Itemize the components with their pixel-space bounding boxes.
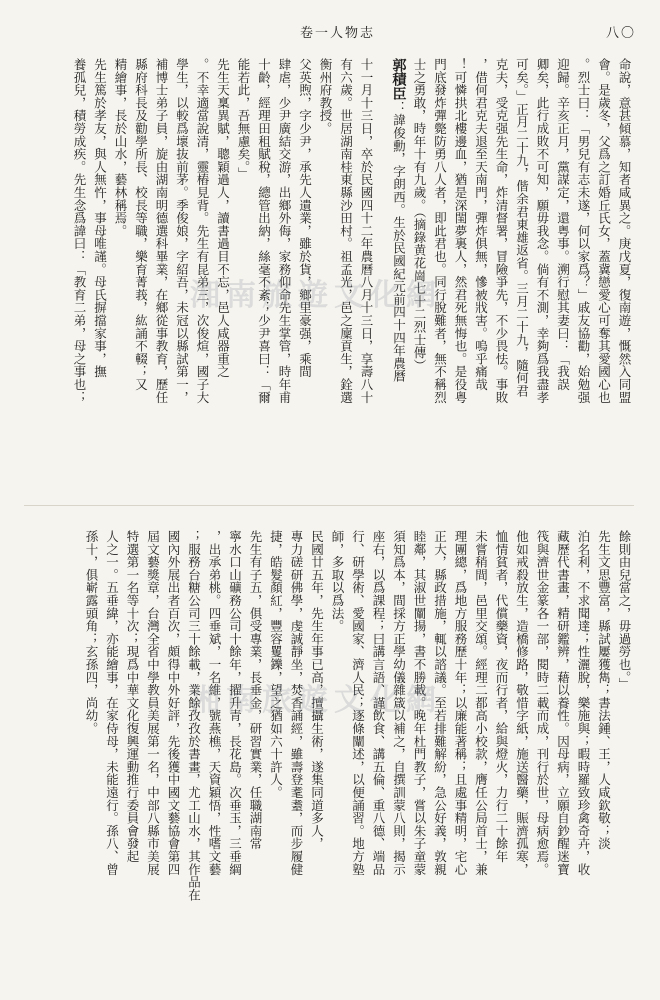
watermark: 湘南旅遊文化網: [190, 683, 442, 718]
text-column: 先生文思豐富，縣試屢獲雋；書法鍾、王，人咸欽敬；淡: [596, 530, 612, 850]
text-column: 筏與濟世金篆各一部，閱時二載而成，刊行於世，母病愈焉。: [535, 530, 550, 876]
text-column: 十一月十三日，卒於民國四十二年農曆八月十三日，享壽八十: [359, 58, 374, 404]
lower-text-block: [24, 530, 634, 978]
text-column: 命說，意甚傾慕，知者咸異之。庚戊夏，復南遊，慨然入同盟: [617, 58, 632, 404]
text-column: 補博士弟子員，旋由湖南明德選科畢業，在鄉從事教育，歷任: [154, 58, 169, 404]
text-column: 可矣。」正月二十九，偕余君東雄返省。三月二十九，隨何君: [514, 58, 530, 398]
text-column: 十齡，經理田租賦稅，總管出納，絲毫不紊；少尹喜曰：「爾: [256, 58, 272, 404]
text-column: ，出承弟桃。四垂斌，一名維，號燕樵，天資穎悟，性嗜文藝: [207, 530, 222, 876]
text-column: 士之勇敢，時年十有九歲。（摘錄黄花崗七十二烈士傳）: [412, 58, 427, 372]
upper-text-block: [24, 58, 634, 490]
biography-name: 郭積臣: [390, 58, 407, 101]
text-column: 正大，縣政措施，輒以諮議。至若排難解紛，急公好義，敦親: [432, 530, 448, 876]
text-column: 卿矣，此行成敗不可知，願毋我念。倘有不測，幸夠爲我盡孝: [535, 58, 550, 404]
text-column: 行、研學術、愛國家、濟人民；逐條闡述，以便誦習。地方塾: [350, 530, 366, 876]
text-column: 捷，皓髮顏紅，豐容矍鑠，望之猶如六十許人。: [268, 530, 284, 799]
text-column: 縣府科長及勸學所長、校長等職，樂育菁莪，紘誦不輟；又: [133, 58, 149, 391]
text-column: ，借何君克夫退至天南門，彈炸俱無，慘被戕害。嗚乎痛哉: [473, 58, 489, 391]
text-column: 學生，以較爲壞抜前茅。季俊娘，字紹吾，未冠以縣試第一，: [174, 58, 190, 404]
text-column: 睦鄰，其淑世闡揚，書不勝載。晚年杜門教子，嘗以朱子童蒙: [412, 530, 427, 876]
text-column: 專力磋研佛學，虔誠靜坐，焚香誦經，雖壽登耄耋，而步履健: [289, 530, 304, 876]
text-column: 郭積臣：諱俊勳，字朗西。生於民國紀元前四十四年農曆: [390, 58, 407, 383]
text-column: 理團總，爲地方服務歷十年；以廉能著稱；且處事精明，宅心: [453, 530, 468, 876]
text-column: 他如戒殺放生，造橋修路，敬惜字紙，施送醫藥，賑濟孤寒，: [514, 530, 530, 876]
text-column: 屆文藝獎章，台灣全省中學教員美展第一名，中部八縣市美展: [145, 530, 161, 876]
text-column: 泊名利，不求聞達；性灑脫，樂施與；暇時羅致珍禽奇卉，收: [576, 530, 591, 876]
text-column: 先生天稟異賦，聰穎過人，讀書過目不忘，邑人咸器重之: [215, 58, 231, 378]
text-column: 寧水口山礦務公司十餘年，擢升青，長花島。次垂玉，三垂綱: [227, 530, 243, 876]
text-column: 未嘗稍間，邑里交頌。經理二都高小校款，膺任公局首士，兼: [473, 530, 489, 876]
text-column: 會。是歲冬，父爲之訂婚丘氏女，蓋冀戀愛心可奪其愛國心也: [596, 58, 612, 404]
text-column: 有六歲。世居湖南桂東縣沙田村。祖孟光，邑之廩貢生，銓選: [338, 58, 354, 404]
text-column: 門底發炸彈斃防勇八人者，即此君也。同行脫難者，無不稱烈: [432, 58, 448, 404]
running-header-title: 卷一人物志: [300, 26, 376, 41]
text-column: 座右，以爲課程；曰講言語、謹飲食、講五倫、重八德、端品: [371, 530, 386, 876]
page-number: 八〇: [605, 26, 636, 41]
text-column: 先生篤於孝友，與人無忤，事母唯謹。母氏摒擋家事，撫: [92, 58, 108, 378]
text-column: ！可憐拱北樓邊血，猶是深閨夢裏人，然君死無悔也。是役粤: [453, 58, 468, 404]
text-column: 迎歸。辛亥正月，黨謀定，還粤事。溯行慰其妻曰：「我誤: [555, 58, 571, 391]
text-column: 師，多取以爲法。: [330, 530, 345, 633]
text-column: 克夫，受克强先生命，炸清督署，冒險爭先，不少畏怯。事敗: [494, 58, 509, 404]
text-column: 餘則由兒當之，毋過勞也。」: [617, 530, 632, 691]
text-column: 父英煦，字少尹，承先人遺業，雖於貨，鄉里豪强，乘間: [297, 58, 313, 378]
text-column: 恤情貧者，代償藥資，夜而行者，給與燈火，力行二十餘年: [494, 530, 509, 863]
text-column: 肆虐，少尹廣結交游，出鄉外侮，家務仰命先生掌管，時年甫: [277, 58, 292, 404]
text-column: 。不幸適當說清，靈樁見背。先生有昆弟三，次俊煊，國子大: [195, 58, 210, 404]
text-column: 。烈士曰：「男兒有志未遂，何以家爲？」戚友協勸，始勉强: [576, 58, 591, 404]
text-column: 國內外展出者百次，頗得中外好評，先後獲中國文藝協會第四: [166, 530, 181, 876]
text-column: 衡州府教授。: [318, 58, 333, 135]
text-column: ；服務台糖公司三十餘載，業餘孜孜於書畫，尤工山水，其作品在: [186, 530, 202, 902]
text-column: 民國廿五年，先生年事已高，擅攝生術，遂集同道多人，: [309, 530, 325, 850]
watermark: 湘南旅遊文化網: [190, 278, 442, 313]
text-column: 須知爲本，間採方正學幼儀雜箴以補之，自撰訓蒙八則，揭示: [391, 530, 407, 876]
text-column: 能若此，吾無慮矣。」: [236, 58, 251, 180]
text-column: 藏歷代書畫，精研鑑辨，藉以養性。因母病，立願自鈔醒迷寶: [555, 530, 571, 876]
text-column: 人之一。五垂緯，亦能繪事，在家侍母，未能遠行。孫八、曾: [104, 530, 120, 876]
text-column: 精繪事，長於山水，藝林稱焉。: [113, 58, 128, 238]
text-column: 先生有子五，俱受專業，長垂金，研習實業，任職湖南常: [248, 530, 263, 850]
text-column: 孫十，俱嶄露頭角；玄孫四，尚幼。: [84, 530, 99, 735]
text-column: 養孤兒，積勞成疾。先生念爲諱曰：「教育二弟，母之事也；: [72, 58, 87, 404]
section-divider: [24, 505, 634, 506]
text-column: 特選第一名等十次；現爲中華文化復興運動推行委員會發起: [125, 530, 140, 863]
